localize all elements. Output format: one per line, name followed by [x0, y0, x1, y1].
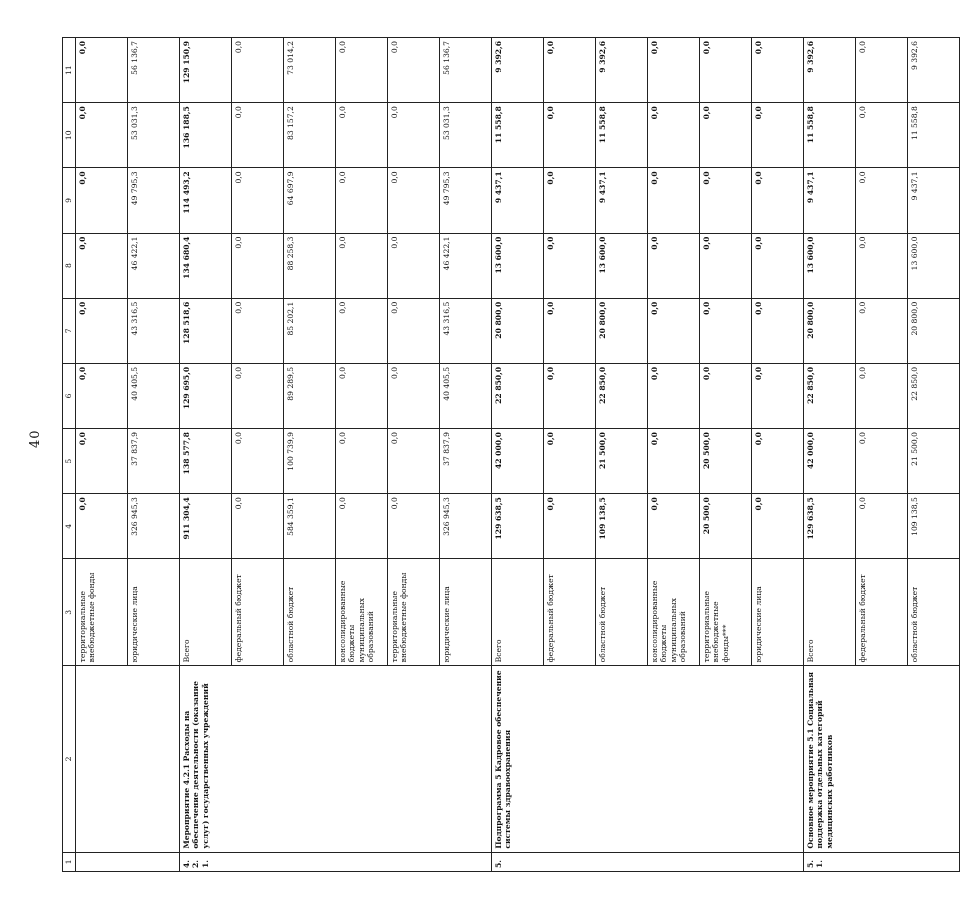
value-cell: 0,0 — [336, 298, 388, 363]
value-cell: 129 695,0 — [180, 363, 232, 428]
value-cell: 0,0 — [544, 38, 596, 103]
value-cell: 9 437,1 — [492, 168, 544, 233]
value-cell: 0,0 — [752, 298, 804, 363]
value-cell: 109 138,5 — [596, 494, 648, 559]
value-cell: 43 316,5 — [440, 298, 492, 363]
row-code-cell: 5.1. — [804, 852, 960, 871]
value-cell: 40 405,5 — [440, 363, 492, 428]
value-cell: 0,0 — [388, 168, 440, 233]
value-cell: 0,0 — [856, 298, 908, 363]
funding-source-cell: консолидированные бюджеты муниципальных образований — [648, 559, 700, 666]
value-cell: 11 558,8 — [804, 103, 856, 168]
header-cell: 1 — [63, 852, 76, 871]
value-cell: 42 000,0 — [804, 429, 856, 494]
value-cell: 20 500,0 — [700, 494, 752, 559]
value-cell: 584 359,1 — [284, 494, 336, 559]
value-cell: 20 800,0 — [908, 298, 960, 363]
funding-source-cell: юридические лица — [440, 559, 492, 666]
value-cell: 89 289,5 — [284, 363, 336, 428]
value-cell: 0,0 — [648, 38, 700, 103]
value-cell: 0,0 — [336, 233, 388, 298]
value-cell: 0,0 — [648, 103, 700, 168]
value-cell: 13 600,0 — [804, 233, 856, 298]
value-cell: 0,0 — [544, 494, 596, 559]
header-cell: 2 — [63, 666, 76, 852]
table-row — [180, 38, 232, 872]
value-cell: 0,0 — [700, 233, 752, 298]
value-cell: 0,0 — [544, 233, 596, 298]
funding-source-cell: Всего — [180, 559, 232, 666]
value-cell: 0,0 — [648, 168, 700, 233]
value-cell: 0,0 — [752, 494, 804, 559]
header-cell: 4 — [63, 494, 76, 559]
value-cell: 0,0 — [752, 429, 804, 494]
value-cell: 0,0 — [856, 363, 908, 428]
header-cell: 8 — [63, 233, 76, 298]
value-cell: 0,0 — [856, 233, 908, 298]
value-cell: 0,0 — [544, 168, 596, 233]
value-cell: 20 800,0 — [804, 298, 856, 363]
value-cell: 0,0 — [76, 494, 128, 559]
value-cell: 0,0 — [856, 38, 908, 103]
value-cell: 13 600,0 — [596, 233, 648, 298]
value-cell: 326 945,3 — [128, 494, 180, 559]
value-cell: 0,0 — [388, 363, 440, 428]
value-cell: 0,0 — [336, 363, 388, 428]
value-cell: 100 739,9 — [284, 429, 336, 494]
header-cell: 3 — [63, 559, 76, 666]
table-row — [492, 38, 544, 872]
value-cell: 20 800,0 — [596, 298, 648, 363]
value-cell: 0,0 — [388, 38, 440, 103]
funding-source-cell: территориальные внебюджетные фонды — [76, 559, 128, 666]
value-cell: 13 600,0 — [908, 233, 960, 298]
value-cell: 9 392,6 — [908, 38, 960, 103]
value-cell: 0,0 — [700, 103, 752, 168]
value-cell: 49 795,3 — [128, 168, 180, 233]
value-cell: 109 138,5 — [908, 494, 960, 559]
value-cell: 0,0 — [336, 103, 388, 168]
value-cell: 0,0 — [700, 363, 752, 428]
table-row — [804, 38, 856, 872]
row-code-cell: 5. — [492, 852, 804, 871]
value-cell: 129 638,5 — [492, 494, 544, 559]
value-cell: 11 558,8 — [908, 103, 960, 168]
value-cell: 0,0 — [76, 363, 128, 428]
value-cell: 22 850,0 — [908, 363, 960, 428]
value-cell: 0,0 — [336, 494, 388, 559]
value-cell: 40 405,5 — [128, 363, 180, 428]
value-cell: 0,0 — [544, 298, 596, 363]
value-cell: 0,0 — [388, 494, 440, 559]
table-body — [76, 38, 960, 872]
value-cell: 21 500,0 — [596, 429, 648, 494]
budget-table — [62, 37, 960, 872]
value-cell: 0,0 — [648, 298, 700, 363]
value-cell: 20 800,0 — [492, 298, 544, 363]
row-title-cell — [76, 666, 180, 852]
value-cell: 21 500,0 — [908, 429, 960, 494]
value-cell: 138 577,8 — [180, 429, 232, 494]
funding-source-cell: областной бюджет — [596, 559, 648, 666]
value-cell: 0,0 — [76, 298, 128, 363]
value-cell: 53 031,3 — [440, 103, 492, 168]
value-cell: 88 258,3 — [284, 233, 336, 298]
funding-source-cell: областной бюджет — [908, 559, 960, 666]
header-cell: 9 — [63, 168, 76, 233]
value-cell: 0,0 — [648, 233, 700, 298]
value-cell: 13 600,0 — [492, 233, 544, 298]
value-cell: 0,0 — [232, 429, 284, 494]
header-cell: 11 — [63, 38, 76, 103]
value-cell: 85 202,1 — [284, 298, 336, 363]
value-cell: 0,0 — [232, 103, 284, 168]
funding-source-cell: территориальные внебюджетные фонды — [388, 559, 440, 666]
funding-source-cell: федеральный бюджет — [856, 559, 908, 666]
value-cell: 129 150,9 — [180, 38, 232, 103]
value-cell: 0,0 — [544, 363, 596, 428]
header-cell: 5 — [63, 429, 76, 494]
row-title-cell: Основное мероприятие 5.1 Социальная поддержка отдельных категорий медицинских работников — [804, 666, 960, 852]
value-cell: 0,0 — [388, 429, 440, 494]
value-cell: 0,0 — [544, 429, 596, 494]
value-cell: 37 837,9 — [128, 429, 180, 494]
value-cell: 42 000,0 — [492, 429, 544, 494]
value-cell: 128 518,6 — [180, 298, 232, 363]
value-cell: 83 157,2 — [284, 103, 336, 168]
value-cell: 0,0 — [700, 168, 752, 233]
funding-source-cell: Всего — [492, 559, 544, 666]
value-cell: 0,0 — [336, 38, 388, 103]
value-cell: 0,0 — [76, 233, 128, 298]
value-cell: 9 437,1 — [804, 168, 856, 233]
value-cell: 0,0 — [388, 103, 440, 168]
value-cell: 114 493,2 — [180, 168, 232, 233]
header-cell: 6 — [63, 363, 76, 428]
value-cell: 0,0 — [752, 168, 804, 233]
value-cell: 0,0 — [700, 38, 752, 103]
value-cell: 134 680,4 — [180, 233, 232, 298]
value-cell: 326 945,3 — [440, 494, 492, 559]
page-number: 40 — [28, 429, 43, 448]
header-cell: 10 — [63, 103, 76, 168]
funding-source-cell: территориальные внебюджетные фонды*** — [700, 559, 752, 666]
value-cell: 37 837,9 — [440, 429, 492, 494]
funding-source-cell: федеральный бюджет — [232, 559, 284, 666]
value-cell: 43 316,5 — [128, 298, 180, 363]
value-cell: 64 697,9 — [284, 168, 336, 233]
value-cell: 0,0 — [76, 38, 128, 103]
value-cell: 0,0 — [388, 233, 440, 298]
value-cell: 11 558,8 — [492, 103, 544, 168]
value-cell: 0,0 — [648, 494, 700, 559]
value-cell: 0,0 — [648, 429, 700, 494]
value-cell: 0,0 — [336, 168, 388, 233]
value-cell: 0,0 — [232, 363, 284, 428]
value-cell: 9 392,6 — [804, 38, 856, 103]
value-cell: 9 392,6 — [492, 38, 544, 103]
value-cell: 0,0 — [76, 168, 128, 233]
value-cell: 22 850,0 — [596, 363, 648, 428]
funding-source-cell: Всего — [804, 559, 856, 666]
header-cell: 7 — [63, 298, 76, 363]
value-cell: 11 558,8 — [596, 103, 648, 168]
value-cell: 9 437,1 — [908, 168, 960, 233]
value-cell: 22 850,0 — [804, 363, 856, 428]
value-cell: 46 422,1 — [440, 233, 492, 298]
value-cell: 46 422,1 — [128, 233, 180, 298]
value-cell: 0,0 — [232, 298, 284, 363]
value-cell: 9 392,6 — [596, 38, 648, 103]
value-cell: 0,0 — [232, 494, 284, 559]
value-cell: 136 188,5 — [180, 103, 232, 168]
value-cell: 0,0 — [388, 298, 440, 363]
row-title-cell: Мероприятие 4.2.1 Расходы на обеспечение деятельности (оказание услуг) государственных учреждений — [180, 666, 492, 852]
row-code-cell — [76, 852, 180, 871]
value-cell: 0,0 — [856, 103, 908, 168]
value-cell: 20 500,0 — [700, 429, 752, 494]
value-cell: 0,0 — [648, 363, 700, 428]
value-cell: 0,0 — [700, 298, 752, 363]
value-cell: 56 136,7 — [440, 38, 492, 103]
value-cell: 911 304,4 — [180, 494, 232, 559]
value-cell: 0,0 — [232, 168, 284, 233]
value-cell: 53 031,3 — [128, 103, 180, 168]
header-row — [63, 38, 76, 872]
funding-source-cell: юридические лица — [752, 559, 804, 666]
value-cell: 0,0 — [76, 429, 128, 494]
value-cell: 49 795,3 — [440, 168, 492, 233]
funding-source-cell: юридические лица — [128, 559, 180, 666]
funding-source-cell: консолидированные бюджеты муниципальных образований — [336, 559, 388, 666]
value-cell: 0,0 — [232, 233, 284, 298]
funding-source-cell: федеральный бюджет — [544, 559, 596, 666]
value-cell: 0,0 — [856, 168, 908, 233]
row-code-cell: 4.2.1. — [180, 852, 492, 871]
value-cell: 0,0 — [336, 429, 388, 494]
value-cell: 9 437,1 — [596, 168, 648, 233]
row-title-cell: Подпрограмма 5 Кадровое обеспечение системы здравоохранения — [492, 666, 804, 852]
value-cell: 56 136,7 — [128, 38, 180, 103]
value-cell: 22 850,0 — [492, 363, 544, 428]
rotated-page — [62, 37, 960, 872]
value-cell: 0,0 — [752, 233, 804, 298]
value-cell: 0,0 — [752, 38, 804, 103]
value-cell: 0,0 — [232, 38, 284, 103]
value-cell: 0,0 — [76, 103, 128, 168]
value-cell: 0,0 — [544, 103, 596, 168]
table-row — [76, 38, 128, 872]
value-cell: 73 014,2 — [284, 38, 336, 103]
value-cell: 0,0 — [752, 363, 804, 428]
value-cell: 129 638,5 — [804, 494, 856, 559]
value-cell: 0,0 — [752, 103, 804, 168]
value-cell: 0,0 — [856, 494, 908, 559]
funding-source-cell: областной бюджет — [284, 559, 336, 666]
value-cell: 0,0 — [856, 429, 908, 494]
